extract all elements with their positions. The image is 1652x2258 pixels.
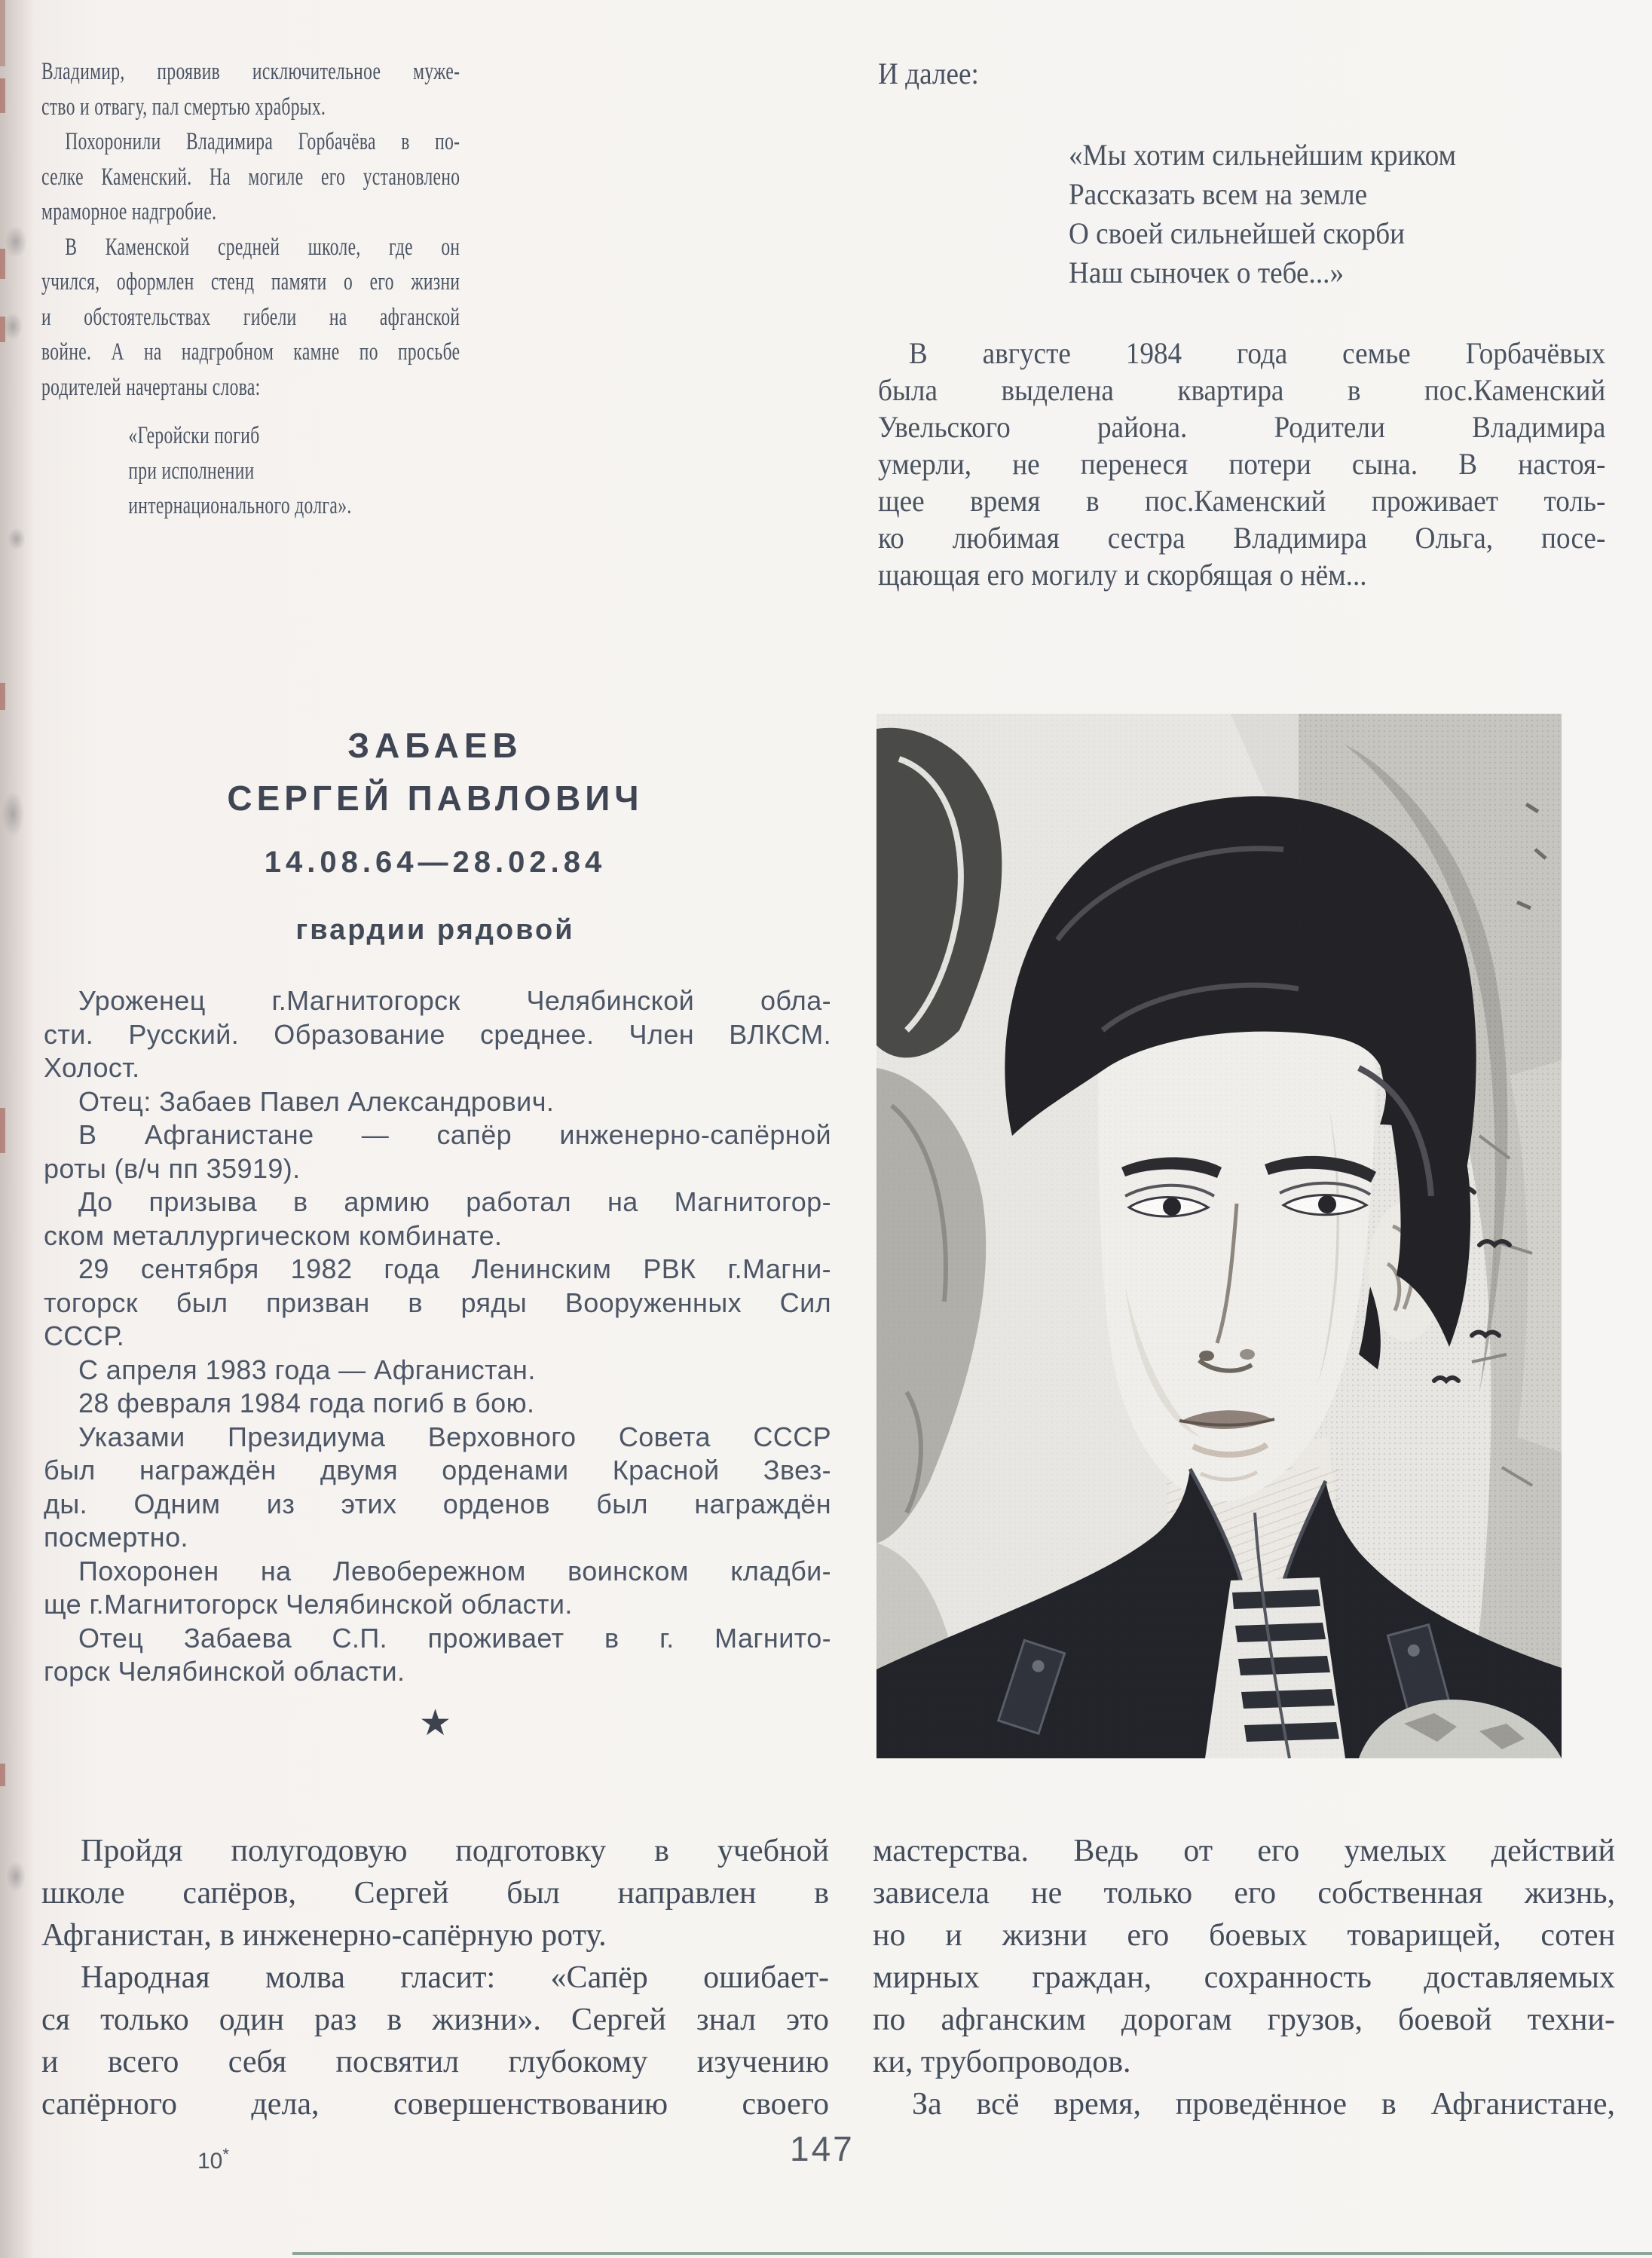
text-line: ки, трубопроводов. — [873, 2045, 1131, 2079]
text-line: ко любимая сестра Владимира Ольга, посе- — [878, 521, 1606, 555]
text-line: селке Каменский. На могиле его установлено — [41, 163, 460, 191]
scan-artifact — [0, 0, 5, 66]
scan-artifact — [5, 226, 27, 258]
text-line: В Каменской средней школе, где он — [65, 233, 460, 261]
military-rank: гвардии рядовой — [295, 914, 575, 946]
text-line: и обстоятельствах гибели на афганской — [41, 303, 460, 331]
page-number: 147 — [790, 2129, 855, 2168]
life-dates: 14.08.64—28.02.84 — [264, 846, 607, 879]
column-top-right — [878, 54, 1605, 593]
bio-line: тогорск был призван в ряды Вооруженных Сил — [44, 1287, 831, 1318]
text-line: учился, оформлен стенд памяти о его жизни — [41, 268, 460, 295]
text-line: ство и отвагу, пал смертью храбрых. — [41, 93, 326, 121]
scan-artifact — [6, 1862, 26, 1892]
bio-line: ском металлургическом комбинате. — [44, 1219, 503, 1251]
text-line: мастерства. Ведь от его умелых действий — [873, 1834, 1615, 1868]
text-line: и всего себя посвятил глубокому изучению — [41, 2045, 829, 2079]
bio-line: 29 сентября 1982 года Ленинским РВК г.Магни- — [78, 1253, 831, 1284]
bio-line: Холост. — [44, 1052, 140, 1083]
poem-line: О своей сильнейшей скорби — [1068, 216, 1406, 250]
text-line: Пройдя полугодовую подготовку в учебной — [81, 1834, 829, 1868]
bio-line: СССР. — [44, 1320, 125, 1351]
bio-line: ще г.Магнитогорск Челябинской области. — [44, 1589, 573, 1620]
scan-artifact — [0, 683, 5, 710]
text-line: щее время в пос.Каменский проживает толь- — [878, 484, 1606, 518]
epitaph-quote — [128, 418, 460, 524]
soldier-surname: ЗАБАЕВ — [347, 726, 523, 765]
text-line: по афганским дорогам грузов, боевой техни- — [873, 2003, 1615, 2037]
text-line: Афганистан, в инженерно-сапёрную роту. — [41, 1918, 607, 1953]
bio-line: С апреля 1983 года — Афганистан. — [78, 1354, 536, 1385]
biography-column — [44, 984, 831, 1689]
poem-quote — [1069, 136, 1605, 292]
poem-line: «Мы хотим сильнейшим криком — [1068, 138, 1457, 172]
portrait-drawing — [876, 714, 1562, 1758]
bio-line: был награждён двумя орденами Красной Звез- — [44, 1455, 831, 1485]
epitaph-line: «Геройски погиб — [128, 422, 260, 449]
signature-star: * — [222, 2145, 229, 2164]
text-line: ся только один раз в жизни». Сергей знал это — [41, 2003, 829, 2037]
text-line: щающая его могилу и скорбящая о нём... — [878, 558, 1367, 592]
poem-line: Наш сыночек о тебе...» — [1068, 255, 1345, 289]
bio-line: ды. Одним из этих орденов был награждён — [44, 1488, 831, 1519]
paragraph — [878, 335, 1605, 593]
bio-line: посмертно. — [44, 1522, 188, 1553]
text-line: мраморное надгробие. — [41, 198, 217, 225]
text-line: мирных граждан, сохранность доставляемых — [873, 1960, 1615, 1995]
poem-line: Рассказать всем на земле — [1068, 177, 1368, 211]
bio-line: Отец Забаева С.П. проживает в г. Магнито- — [78, 1622, 831, 1654]
text-line: сапёрного дела, совершенствованию своего — [41, 2087, 829, 2122]
bio-line: Уроженец г.Магнитогорск Челябинской обла- — [78, 985, 831, 1016]
signature-number: 10 — [197, 2149, 223, 2174]
bio-line: В Афганистане — сапёр инженерно-сапёрной — [78, 1119, 831, 1150]
bio-line: До призыва в армию работал на Магнитогор- — [78, 1186, 831, 1217]
scan-artifact — [3, 313, 23, 340]
scan-artifact — [2, 791, 24, 837]
bio-line: 28 февраля 1984 года погиб в бою. — [78, 1388, 535, 1418]
entry-heading — [41, 725, 829, 947]
scan-artifact — [0, 1108, 5, 1153]
text-line: Владимир, проявив исключительное муже- — [41, 58, 460, 85]
bio-line: роты (в/ч пп 35919). — [44, 1152, 301, 1184]
bio-line: Указами Президиума Верховного Совета СССР — [78, 1421, 831, 1452]
text-line: умерли, не перенеся потери сына. В настоя- — [878, 447, 1606, 481]
scan-artifact — [0, 1764, 5, 1786]
text-line: За всё время, проведённое в Афганистане, — [912, 2087, 1615, 2122]
scan-artifact — [8, 528, 26, 550]
text-line: родителей начертаны слова: — [41, 373, 261, 401]
soldier-name: СЕРГЕЙ ПАВЛОВИЧ — [227, 779, 644, 818]
text-line: войне. А на надгробном камне по просьбе — [41, 338, 460, 366]
text-line: Похоронили Владимира Горбачёва в по- — [65, 128, 460, 155]
star-divider: ★ — [418, 1703, 452, 1743]
epitaph-line: при исполнении — [128, 457, 255, 485]
text-line: зависела не только его собственная жизнь, — [873, 1876, 1615, 1911]
column-bottom-right — [873, 1830, 1615, 2125]
text-line: была выделена квартира в пос.Каменский — [878, 373, 1606, 407]
scan-edge-line — [292, 2252, 1652, 2255]
text-line: но и жизни его боевых товарищей, сотен — [873, 1918, 1615, 1953]
bio-line: Похоронен на Левобережном воинском кладби- — [78, 1555, 831, 1586]
portrait-photo — [876, 714, 1562, 1758]
column-top-left — [41, 54, 460, 524]
bio-line: сти. Русский. Образование среднее. Член ВЛКСМ. — [44, 1018, 831, 1050]
poem-intro: И далее: — [878, 57, 979, 90]
epitaph-line: интернационального долга». — [128, 492, 352, 519]
bio-line: горск Челябинской области. — [44, 1656, 405, 1687]
text-line: В августе 1984 года семье Горбачёвых — [908, 336, 1606, 370]
scan-artifact — [0, 78, 5, 113]
bio-line: Отец: Забаев Павел Александрович. — [78, 1085, 555, 1117]
text-line: Увельского района. Родители Владимира — [878, 410, 1606, 444]
column-bottom-left — [41, 1830, 829, 2125]
text-line: Народная молва гласит: «Сапёр ошибает- — [81, 1960, 829, 1995]
signature-mark — [197, 2145, 229, 2174]
text-line: школе сапёров, Сергей был направлен в — [41, 1876, 829, 1911]
